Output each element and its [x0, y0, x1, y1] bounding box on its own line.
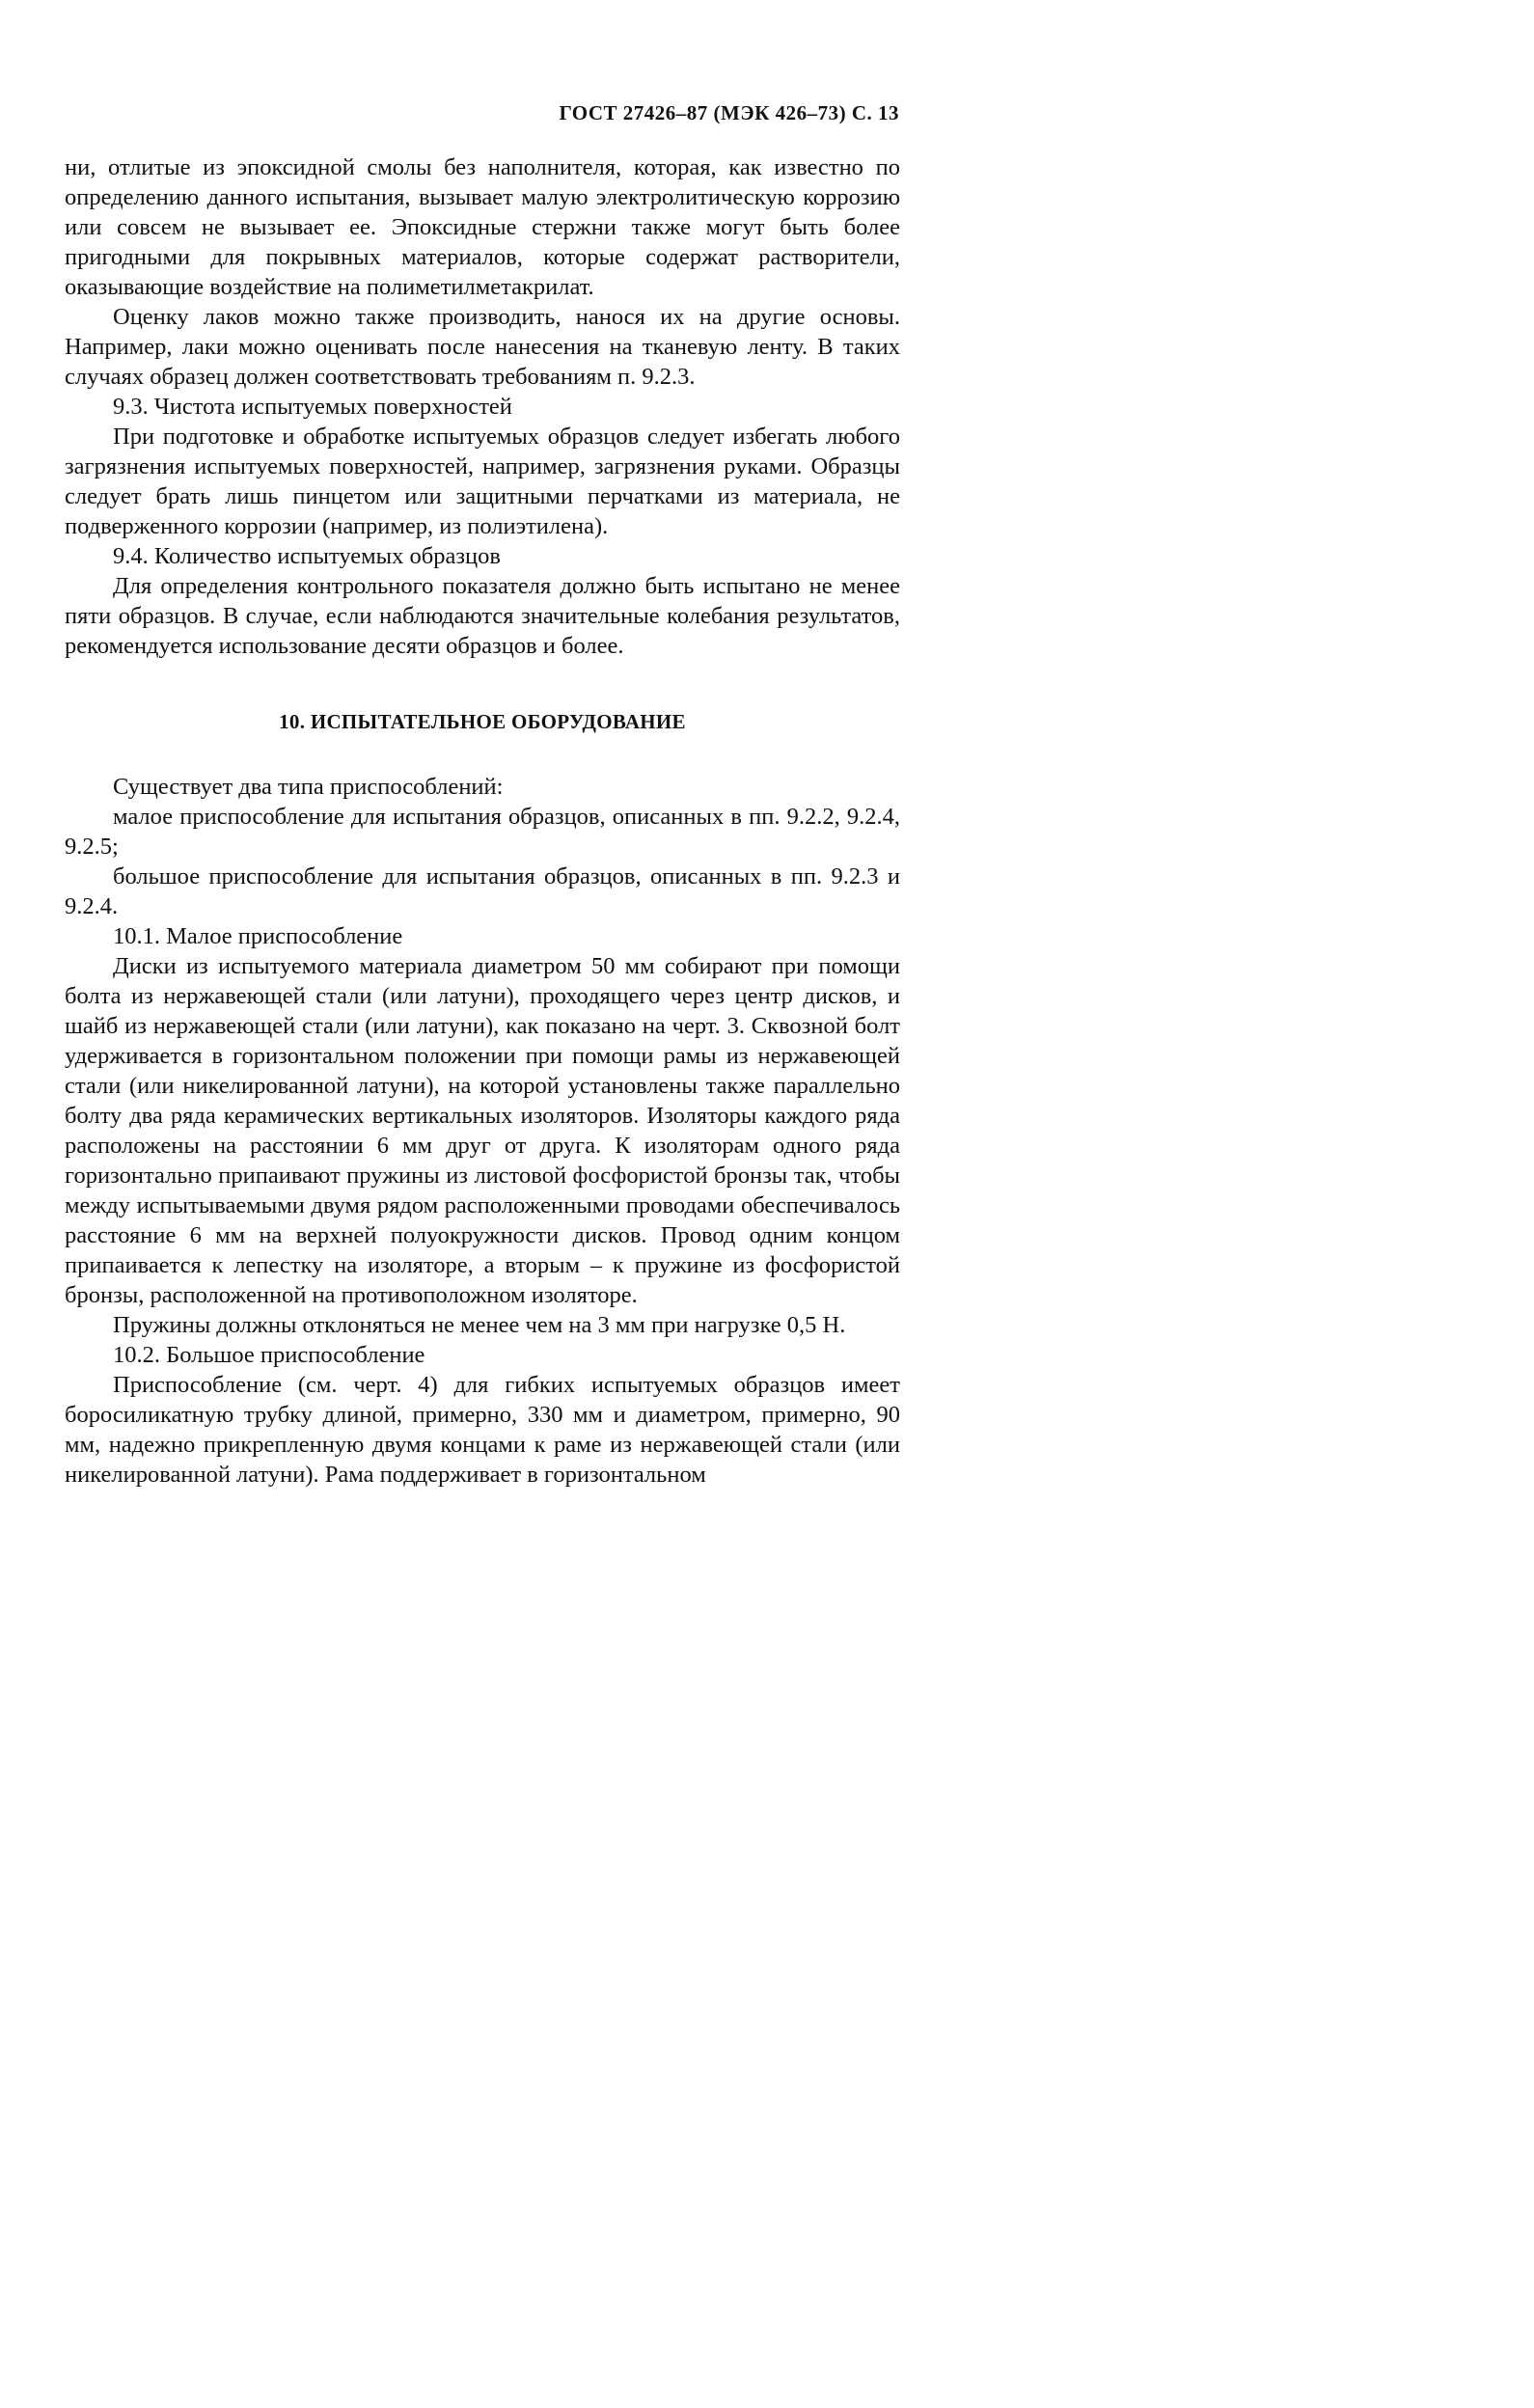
paragraph-small-fixture-item: малое приспособление для испытания образцов, описанных в пп. 9.2.2, 9.2.4, 9.2.5;: [65, 804, 900, 860]
paragraph-fixture-types: Существует два типа приспособлений:: [113, 774, 504, 800]
paragraph-spring-deflection: Пружины должны отклоняться не менее чем на 3 мм при нагрузке 0,5 Н.: [113, 1312, 846, 1338]
paragraph-large-fixture-description: Приспособление (см. черт. 4) для гибких испытуемых образцов имеет боросиликатную трубку длиной, примерно, 330 мм и диаметром, примерно, 90 мм, надежно прикрепленную двумя концами к раме из нержавеющей стали (или никелированной латуни). Рама поддерживает в горизонтальном: [65, 1372, 900, 1488]
paragraph-varnish-evaluation: Оценку лаков можно также производить, нанося их на другие основы. Например, лаки можно оценивать после нанесения на тканевую ленту. В таких случаях образец должен соответствовать требованиям п. 9.2.3.: [65, 304, 900, 390]
page-header: ГОСТ 27426–87 (МЭК 426–73) С. 13: [559, 101, 899, 124]
paragraph-large-fixture-item: большое приспособление для испытания образцов, описанных в пп. 9.2.3 и 9.2.4.: [65, 863, 900, 919]
paragraph-small-fixture-description: Диски из испытуемого материала диаметром 50 мм собирают при помощи болта из нержавеющей стали (или латуни), проходящего через центр дисков, и шайб из нержавеющей стали (или латуни), как показано на черт. 3. Сквозной болт удерживается в горизонтальном положении при помощи рамы из нержавеющей стали (или никелированной латуни), на которой установлены также параллельно болту два ряда керамических вертикальных изоляторов. Изоляторы каждого ряда расположены на расстоянии 6 мм друг от друга. К изоляторам одного ряда горизонтально припаивают пружины из листовой фосфористой бронзы так, чтобы между испытываемыми двумя рядом расположенными проводами обеспечивалось расстояние 6 мм на верхней полуокружности дисков. Провод одним концом припаивается к лепестку на изоляторе, а вторым – к пружине из фосфористой бронзы, расположенной на противоположном изоляторе.: [65, 953, 900, 1308]
subsection-title-10-2: 10.2. Большое приспособление: [113, 1342, 425, 1368]
paragraph-surface-cleanliness: При подготовке и обработке испытуемых образцов следует избегать любого загрязнения испытуемых поверхностей, например, загрязнения руками. Образцы следует брать лишь пинцетом или защитными перчатками из материала, не подверженного коррозии (например, из полиэтилена).: [65, 424, 900, 539]
document-body: [65, 152, 900, 1490]
subsection-title-9-4: 9.4. Количество испытуемых образцов: [113, 543, 501, 569]
section-title-10: 10. ИСПЫТАТЕЛЬНОЕ ОБОРУДОВАНИЕ: [279, 710, 686, 733]
subsection-title-9-3: 9.3. Чистота испытуемых поверхностей: [113, 394, 512, 420]
subsection-title-10-1: 10.1. Малое приспособление: [113, 923, 403, 949]
document-page: [0, 0, 965, 1514]
paragraph-continuation: ни, отлитые из эпоксидной смолы без наполнителя, которая, как известно по определению данного испытания, вызывает малую электролитическую коррозию или совсем не вызывает ее. Эпоксидные стержни также могут быть более пригодными для покрывных материалов, которые содержат растворители, оказывающие воздействие на полиметилметакрилат.: [65, 154, 900, 300]
paragraph-specimen-count: Для определения контрольного показателя должно быть испытано не менее пяти образцов. В случае, если наблюдаются значительные колебания результатов, рекомендуется использование десяти образцов и более.: [65, 573, 900, 659]
